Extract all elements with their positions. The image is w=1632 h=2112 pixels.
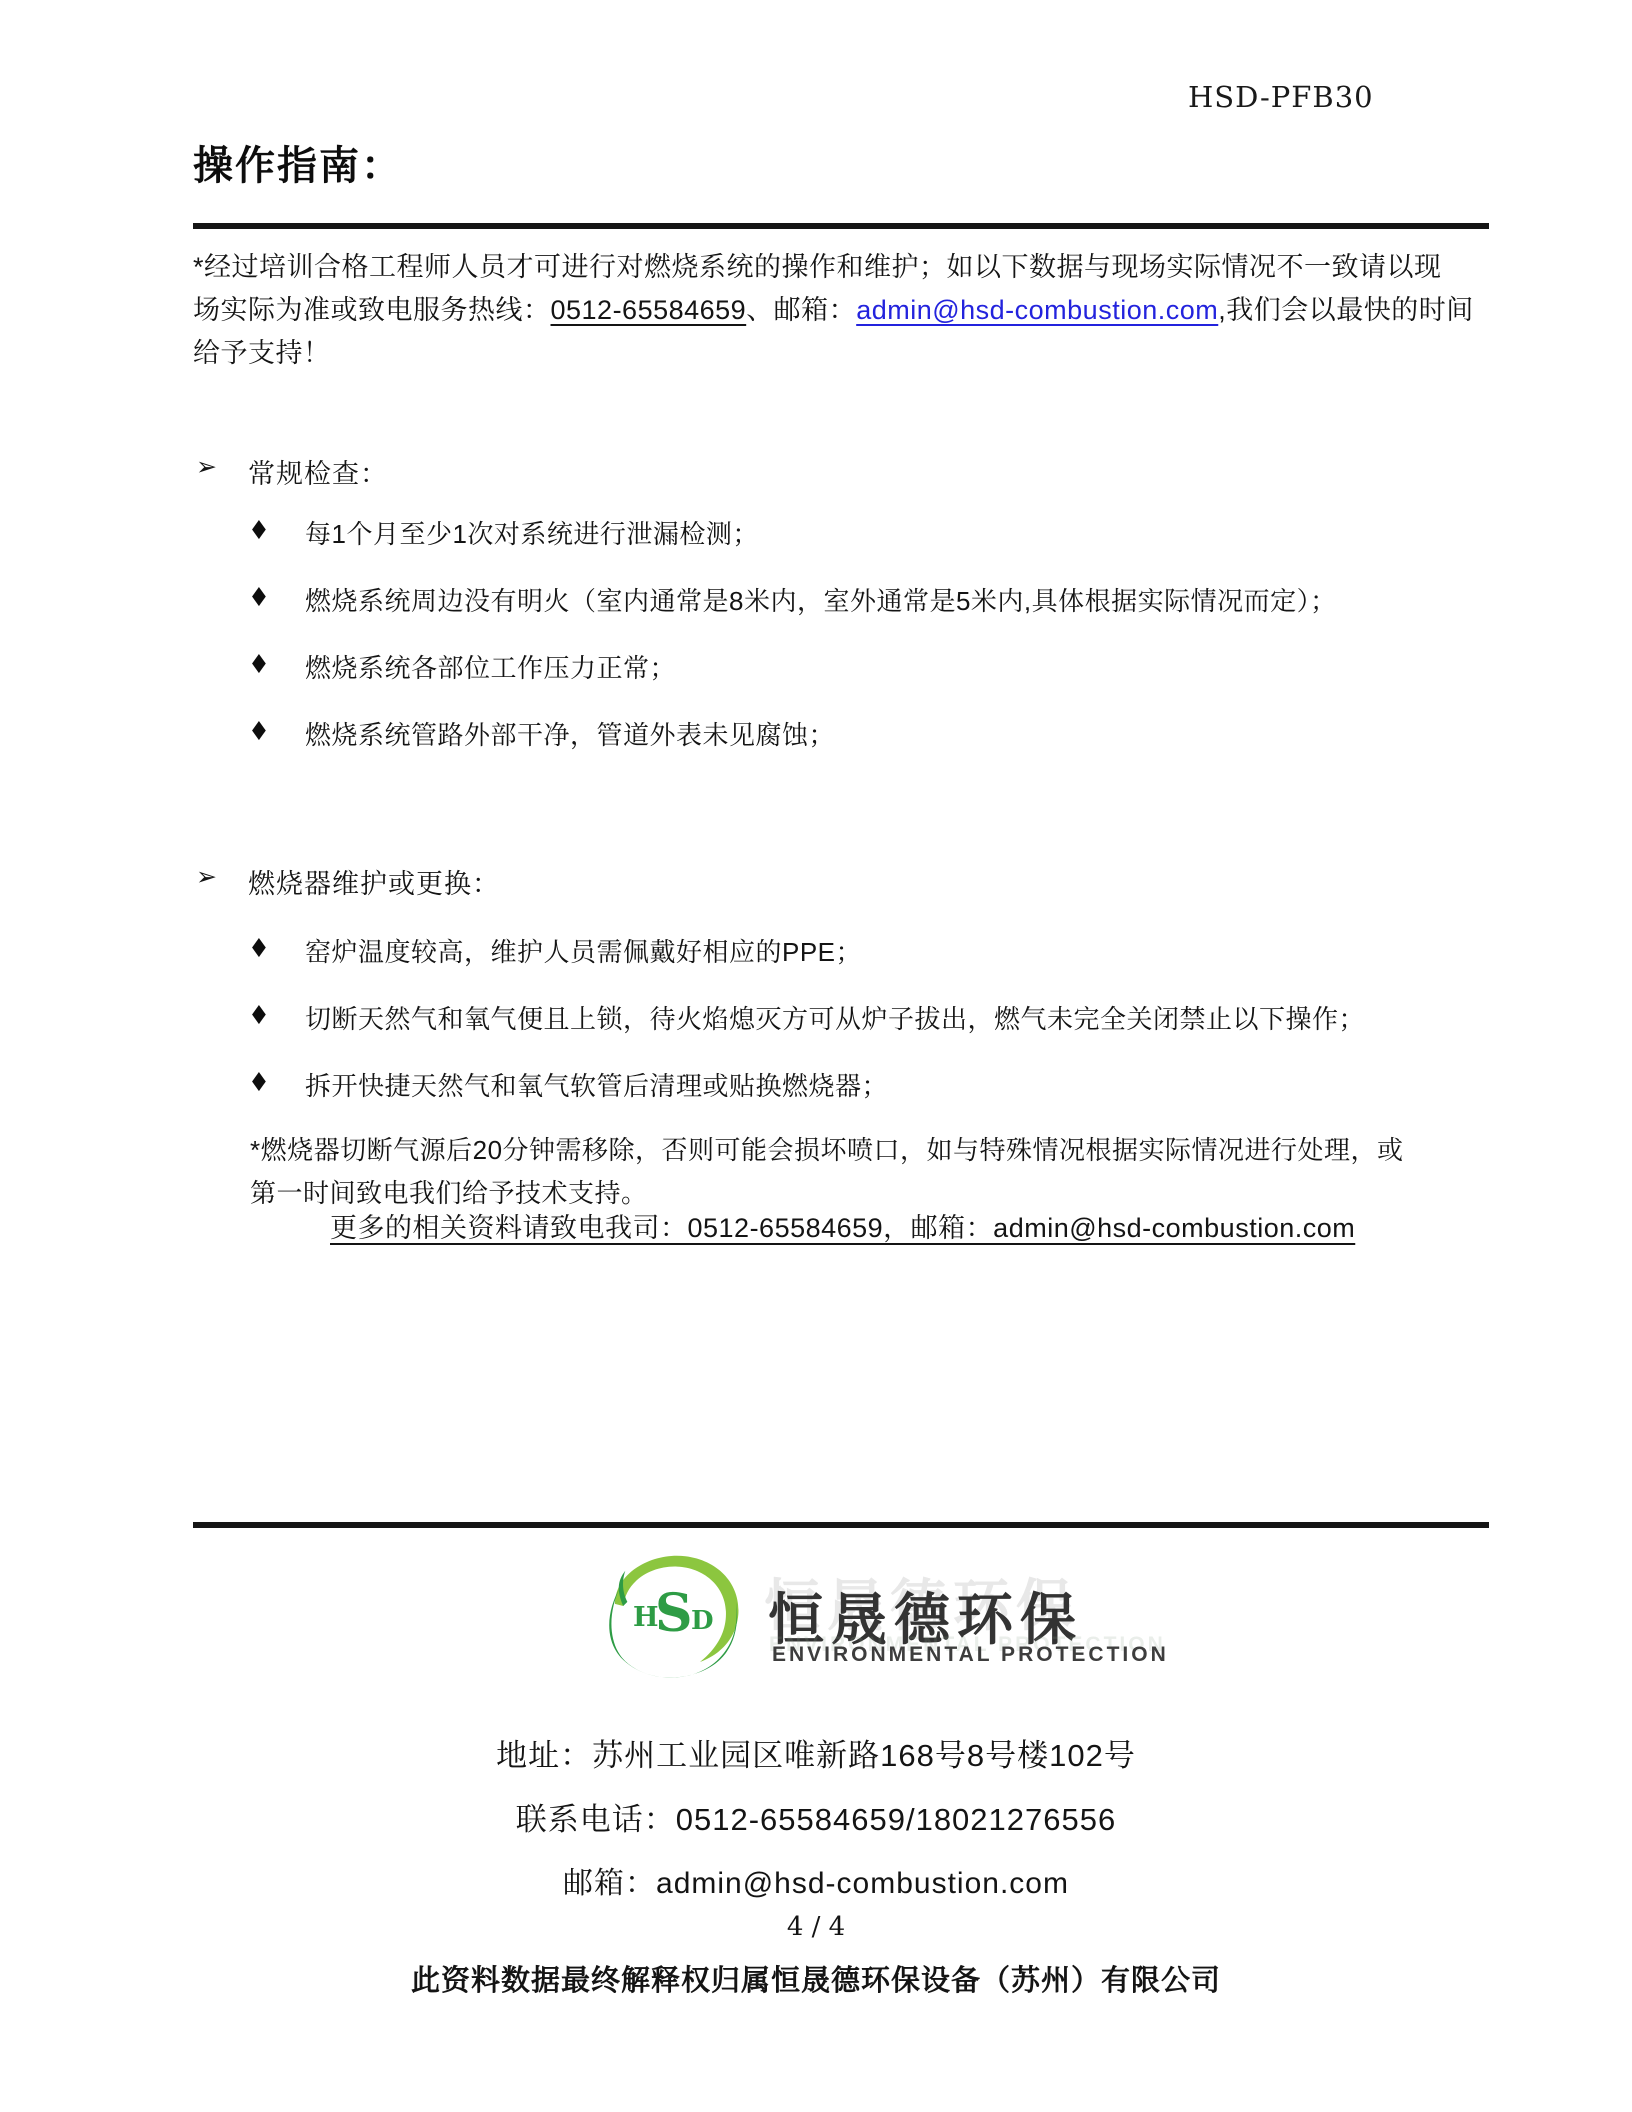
hsd-logo-letters (598, 1550, 748, 1690)
service-hotline-link[interactable]: 0512-65584659 (550, 295, 747, 325)
diamond-bullet-icon: ◆ (252, 648, 267, 676)
list-item-text: 切断天然气和氧气便且上锁，待火焰熄灭方可从炉子拔出，燃气未完全关闭禁止以下操作； (305, 1004, 1366, 1034)
intro-line-2 (193, 290, 1474, 330)
divider-top (193, 223, 1489, 229)
diamond-bullet-icon: ◆ (252, 514, 267, 542)
list-item-text: 每1个月至少1次对系统进行泄漏检测； (305, 519, 759, 549)
logo-letter-h: H (633, 1602, 659, 1633)
section-heading: 常规检查： (248, 459, 388, 489)
service-email-link[interactable]: admin@hsd-combustion.com (856, 295, 1219, 325)
list-item-text: 窑炉温度较高，维护人员需佩戴好相应的PPE； (305, 937, 863, 967)
footer-email: 邮箱：admin@hsd-combustion.com (563, 1867, 1069, 1900)
intro-line-1: *经过培训合格工程师人员才可进行对燃烧系统的操作和维护；如以下数据与现场实际情况不一致请以现 (193, 252, 1442, 282)
list-item-text: 燃烧系统各部位工作压力正常； (305, 653, 677, 683)
diamond-bullet-icon: ◆ (252, 715, 267, 743)
intro-line-2-mid: 、邮箱： (746, 295, 857, 325)
diamond-bullet-icon: ◆ (252, 1066, 267, 1094)
arrow-bullet-icon: ➢ (196, 453, 218, 481)
divider-bottom (193, 1522, 1489, 1528)
page-number: 4 / 4 (786, 1912, 846, 1942)
diamond-bullet-icon: ◆ (252, 581, 267, 609)
intro-line-3: 给予支持！ (193, 338, 331, 368)
note-line-1: *燃烧器切断气源后20分钟需移除，否则可能会损坏喷口，如与特殊情况根据实际情况进行处理，或 (250, 1135, 1404, 1165)
logo-letter-d: D (691, 1606, 714, 1636)
more-info-line: 更多的相关资料请致电我司：0512-65584659，邮箱：admin@hsd-combustion.com (330, 1213, 1356, 1243)
footer-address: 地址：苏州工业园区唯新路168号8号楼102号 (496, 1738, 1136, 1773)
footer-copyright: 此资料数据最终解释权归属恒晟德环保设备（苏州）有限公司 (410, 1965, 1221, 1997)
logo-company-name-cn: 恒晟德环保 (768, 1588, 1083, 1651)
diamond-bullet-icon: ◆ (252, 999, 267, 1027)
list-item-text: 燃烧系统管路外部干净，管道外表未见腐蚀； (305, 720, 836, 750)
list-item-text: 拆开快捷天然气和氧气软管后清理或贴换燃烧器； (305, 1071, 889, 1101)
section-heading: 燃烧器维护或更换： (248, 869, 500, 899)
arrow-bullet-icon: ➢ (196, 863, 218, 891)
logo-letter-s: S (655, 1583, 693, 1644)
logo-company-name-en: ENVIRONMENTAL PROTECTION (772, 1643, 1169, 1666)
intro-line-2-suffix: ,我们会以最快的时间 (1218, 295, 1474, 325)
page-title: 操作指南： (193, 144, 403, 188)
footer-phone: 联系电话：0512-65584659/18021276556 (515, 1802, 1117, 1837)
intro-line-2-prefix: 场实际为准或致电服务热线： (193, 295, 551, 325)
list-item-text: 燃烧系统周边没有明火（室内通常是8米内，室外通常是5米内,具体根据实际情况而定）； (305, 586, 1337, 616)
doc-code: HSD-PFB30 (1188, 80, 1374, 114)
note-line-2: 第一时间致电我们给予技术支持。 (250, 1178, 648, 1208)
diamond-bullet-icon: ◆ (252, 932, 267, 960)
